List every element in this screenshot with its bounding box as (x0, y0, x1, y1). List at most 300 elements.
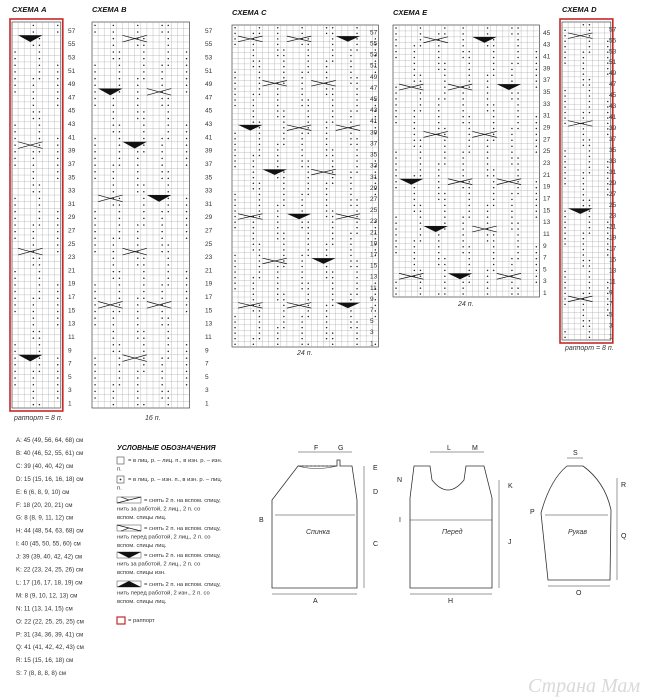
purl-dot (113, 51, 115, 53)
purl-dot (564, 117, 566, 119)
purl-dot (57, 311, 59, 313)
purl-dot (326, 255, 328, 257)
dimension-letter: H (448, 598, 454, 605)
purl-dot (493, 128, 495, 130)
legend-item (117, 497, 221, 521)
legend-item (117, 457, 223, 472)
purl-dot (143, 111, 145, 113)
row-number: 1 (205, 400, 209, 408)
purl-dot (113, 191, 115, 193)
purl-dot (326, 271, 328, 273)
purl-dot (607, 112, 609, 114)
purl-dot (462, 175, 464, 177)
purl-dot (487, 86, 489, 88)
measurement-item: A: 45 (49, 56, 64, 68) см (16, 437, 84, 444)
purl-dot (301, 166, 303, 168)
purl-dot (259, 321, 261, 323)
purl-dot (414, 258, 416, 260)
purl-dot (113, 184, 115, 186)
purl-dot (308, 294, 310, 296)
purl-dot (301, 44, 303, 46)
purl-dot (119, 91, 121, 93)
purl-dot (350, 121, 352, 123)
purl-dot (444, 216, 446, 218)
purl-dot (39, 211, 41, 213)
purl-dot (137, 78, 139, 80)
row-number: 53 (370, 51, 378, 59)
purl-dot (94, 304, 96, 306)
purl-dot (301, 199, 303, 201)
purl-dot (493, 140, 495, 142)
purl-dot (94, 284, 96, 286)
purl-dot (301, 149, 303, 151)
purl-dot (511, 293, 513, 295)
purl-dot (57, 224, 59, 226)
purl-dot (113, 204, 115, 206)
purl-dot (186, 344, 188, 346)
dimension-letter: E (373, 465, 378, 472)
purl-dot (493, 134, 495, 136)
purl-dot (119, 311, 121, 313)
purl-dot (356, 227, 358, 229)
schematic-letters (259, 445, 627, 605)
purl-dot (332, 227, 334, 229)
row-number: 47 (68, 94, 76, 102)
legend-text: п. (117, 485, 122, 492)
legend-item (117, 552, 221, 576)
purl-dot (356, 288, 358, 290)
purl-dot (161, 291, 163, 293)
purl-dot (308, 182, 310, 184)
purl-dot (517, 193, 519, 195)
purl-dot (462, 287, 464, 289)
purl-dot (469, 86, 471, 88)
measurement-item: C: 39 (40, 40, 42) см (16, 462, 74, 470)
purl-dot (444, 205, 446, 207)
purl-dot (186, 151, 188, 153)
purl-dot (259, 138, 261, 140)
purl-dot (356, 271, 358, 273)
purl-dot (119, 138, 121, 140)
purl-dot (253, 121, 255, 123)
purl-dot (39, 331, 41, 333)
purl-dot (356, 232, 358, 234)
purl-dot (517, 287, 519, 289)
purl-dot (462, 216, 464, 218)
purl-dot (444, 27, 446, 29)
purl-dot (332, 116, 334, 118)
purl-dot (444, 140, 446, 142)
measurement-item: G: 8 (8, 9, 11, 12) см (16, 514, 74, 522)
purl-dot (168, 211, 170, 213)
row-number: 37 (609, 135, 617, 143)
purl-dot (277, 49, 279, 51)
purl-dot (462, 228, 464, 230)
purl-dot (14, 384, 16, 386)
purl-dot (326, 338, 328, 340)
purl-dot (462, 39, 464, 41)
purl-dot (438, 258, 440, 260)
purl-dot (589, 287, 591, 289)
purl-dot (350, 244, 352, 246)
purl-dot (469, 193, 471, 195)
purl-dot (564, 51, 566, 53)
repeat-icon (117, 617, 125, 624)
purl-dot (487, 240, 489, 242)
purl-dot (469, 270, 471, 272)
purl-dot (137, 45, 139, 47)
purl-dot (607, 57, 609, 59)
purl-dot (308, 60, 310, 62)
purl-dot (326, 266, 328, 268)
purl-dot (253, 44, 255, 46)
purl-dot (301, 221, 303, 223)
purl-dot (259, 77, 261, 79)
purl-dot (14, 124, 16, 126)
purl-dot (277, 216, 279, 218)
purl-dot (308, 232, 310, 234)
purl-dot (283, 188, 285, 190)
row-number: 51 (370, 62, 378, 70)
purl-dot (511, 151, 513, 153)
measurement-item: L: 17 (16, 17, 18, 19) см (16, 579, 83, 587)
purl-dot (511, 134, 513, 136)
purl-dot (395, 110, 397, 112)
purl-dot (517, 45, 519, 47)
purl-dot (536, 205, 538, 207)
purl-dot (301, 321, 303, 323)
purl-dot (143, 404, 145, 406)
purl-dot (301, 77, 303, 79)
purl-dot (143, 144, 145, 146)
purl-dot (589, 216, 591, 218)
purl-dot (308, 171, 310, 173)
purl-dot (14, 231, 16, 233)
purl-dot (277, 232, 279, 234)
purl-dot (253, 249, 255, 251)
purl-dot (326, 149, 328, 151)
purl-dot (308, 110, 310, 112)
purl-dot (487, 287, 489, 289)
purl-dot (350, 327, 352, 329)
purl-dot (161, 377, 163, 379)
row-number: 49 (205, 81, 213, 89)
purl-dot (168, 118, 170, 120)
purl-dot (113, 324, 115, 326)
purl-dot (375, 38, 377, 40)
purl-dot (277, 110, 279, 112)
purl-dot (469, 264, 471, 266)
purl-dot (350, 316, 352, 318)
purl-dot (301, 88, 303, 90)
purl-dot (14, 364, 16, 366)
scheme-3 (232, 8, 378, 357)
purl-dot (462, 187, 464, 189)
row-number: 21 (370, 229, 378, 237)
dimension-letter: J (508, 539, 512, 546)
purl-dot (438, 193, 440, 195)
purl-dot (277, 205, 279, 207)
purl-dot (33, 377, 35, 379)
legend (117, 445, 223, 624)
purl-dot (253, 177, 255, 179)
purl-dot (420, 175, 422, 177)
purl-dot (94, 324, 96, 326)
purl-dot (33, 371, 35, 373)
purl-dot (161, 311, 163, 313)
purl-dot (14, 131, 16, 133)
purl-dot (137, 31, 139, 32)
purl-dot (564, 101, 566, 103)
purl-dot (39, 351, 41, 353)
purl-dot (375, 238, 377, 240)
purl-dot (143, 271, 145, 273)
purl-dot (259, 149, 261, 151)
purl-dot (487, 281, 489, 283)
row-number: 17 (609, 245, 617, 253)
purl-dot (33, 264, 35, 266)
purl-dot (283, 260, 285, 262)
purl-dot (564, 216, 566, 218)
legend-text: нить за работой, 2 лиц., 2 п. со (117, 561, 201, 568)
purl-dot (94, 211, 96, 213)
purl-dot (326, 316, 328, 318)
row-number: 35 (543, 89, 551, 97)
purl-dot (375, 105, 377, 107)
purl-dot (536, 86, 538, 88)
purl-dot (517, 163, 519, 165)
purl-dot (301, 282, 303, 284)
purl-dot (356, 33, 358, 35)
purl-dot (277, 55, 279, 57)
row-number: 35 (205, 174, 213, 182)
row-number: 57 (370, 29, 378, 37)
row-number: 57 (205, 27, 213, 35)
purl-dot (438, 45, 440, 47)
purl-dot (234, 44, 236, 46)
row-number: 49 (370, 73, 378, 81)
purl-dot (395, 293, 397, 295)
purl-dot (395, 169, 397, 171)
purl-dot (137, 317, 139, 319)
purl-dot (253, 55, 255, 57)
purl-dot (444, 157, 446, 159)
purl-dot (517, 33, 519, 35)
purl-dot (332, 244, 334, 246)
purl-dot (395, 175, 397, 177)
purl-dot (487, 27, 489, 29)
purl-dot (57, 84, 59, 86)
purl-dot (168, 324, 170, 326)
purl-dot (283, 266, 285, 268)
purl-dot (469, 246, 471, 248)
purl-dot (583, 205, 585, 207)
purl-dot (395, 98, 397, 100)
purl-dot (161, 284, 163, 286)
row-number: 15 (68, 307, 76, 315)
purl-dot (375, 116, 377, 118)
row-number: 3 (609, 322, 613, 330)
row-number: 33 (543, 100, 551, 108)
purl-dot (583, 265, 585, 267)
purl-dot (420, 222, 422, 224)
purl-dot (583, 79, 585, 81)
purl-dot (253, 227, 255, 229)
purl-dot (583, 249, 585, 251)
row-number: 17 (205, 294, 213, 302)
purl-dot (119, 297, 121, 299)
purl-dot (308, 55, 310, 57)
purl-dot (308, 133, 310, 135)
purl-dot (517, 157, 519, 159)
purl-dot (301, 99, 303, 101)
purl-dot (259, 188, 261, 190)
purl-dot (119, 51, 121, 53)
purl-dot (94, 104, 96, 106)
purl-dot (113, 384, 115, 386)
purl-dot (57, 25, 59, 27)
row-number: 13 (370, 273, 378, 281)
purl-dot (420, 228, 422, 230)
row-number: 15 (543, 207, 551, 215)
purl-dot (283, 177, 285, 179)
purl-dot (332, 99, 334, 101)
purl-dot (564, 167, 566, 169)
purl-dot (487, 270, 489, 272)
purl-dot (487, 157, 489, 159)
purl-dot (326, 88, 328, 90)
purl-dot (33, 151, 35, 153)
purl-dot (94, 377, 96, 379)
purl-dot (444, 80, 446, 82)
purl-dot (94, 371, 96, 373)
purl-dot (283, 121, 285, 123)
purl-dot (14, 271, 16, 273)
row-number: 43 (543, 41, 551, 49)
row-number: 13 (68, 320, 76, 328)
scheme-title: СХЕМА B (92, 5, 127, 14)
purl-dot (308, 177, 310, 179)
purl-dot (589, 320, 591, 322)
row-number: 29 (370, 184, 378, 192)
purl-dot (375, 182, 377, 184)
purl-dot (259, 266, 261, 268)
purl-dot (564, 106, 566, 108)
purl-dot (14, 158, 16, 160)
purl-dot (493, 69, 495, 71)
purl-dot (277, 144, 279, 146)
purl-dot (14, 304, 16, 306)
purl-dot (583, 117, 585, 119)
purl-dot (469, 122, 471, 124)
purl-dot (469, 51, 471, 53)
purl-dot (536, 187, 538, 189)
purl-dot (283, 55, 285, 57)
row-number: 31 (205, 200, 213, 208)
purl-dot (375, 127, 377, 129)
purl-dot (517, 110, 519, 112)
purl-dot (414, 51, 416, 53)
purl-dot (444, 69, 446, 71)
purl-dot (375, 227, 377, 229)
purl-dot (168, 198, 170, 200)
purl-dot (493, 199, 495, 201)
purl-dot (301, 83, 303, 85)
purl-dot (283, 71, 285, 73)
purl-dot (583, 62, 585, 64)
legend-text: = снять 2 п. на вспом. спицу, (144, 553, 221, 559)
purl-dot (444, 258, 446, 260)
purl-dot (589, 35, 591, 37)
purl-dot (14, 357, 16, 359)
purl-dot (113, 331, 115, 333)
purl-dot (487, 151, 489, 153)
measurement-item: R: 15 (15, 16, 18) см (16, 657, 74, 665)
purl-dot (113, 271, 115, 273)
purl-dot (119, 131, 121, 133)
purl-dot (277, 338, 279, 340)
purl-dot (438, 240, 440, 242)
purl-dot (234, 155, 236, 157)
purl-dot (583, 145, 585, 147)
purl-dot (469, 75, 471, 77)
purl-dot (186, 138, 188, 140)
purl-dot (137, 371, 139, 373)
purl-dot (94, 98, 96, 100)
purl-dot (33, 84, 35, 86)
purl-dot (438, 98, 440, 100)
purl-dot (168, 111, 170, 113)
purl-dot (350, 255, 352, 257)
purl-dot (259, 71, 261, 73)
purl-dot (493, 39, 495, 41)
purl-dot (583, 194, 585, 196)
purl-dot (375, 282, 377, 284)
purl-dot (589, 161, 591, 163)
purl-dot (39, 224, 41, 226)
row-number: 25 (543, 148, 551, 156)
row-number: 13 (543, 219, 551, 227)
purl-dot (39, 144, 41, 146)
purl-dot (444, 199, 446, 201)
row-number: 47 (370, 84, 378, 92)
purl-dot (94, 25, 96, 27)
legend-text: вспом. спицы лиц. (117, 542, 167, 549)
purl-dot (168, 38, 170, 40)
row-number: 9 (68, 347, 72, 355)
purl-dot (143, 204, 145, 206)
purl-dot (583, 293, 585, 295)
purl-dot (168, 351, 170, 353)
purl-dot (283, 232, 285, 234)
purl-dot (607, 232, 609, 234)
purl-dot (33, 224, 35, 226)
purl-dot (161, 251, 163, 253)
purl-dot (511, 27, 513, 29)
row-number: 5 (205, 373, 209, 381)
purl-dot (356, 343, 358, 345)
purl-dot (308, 99, 310, 101)
purl-dot (186, 351, 188, 353)
purl-dot (469, 252, 471, 254)
purl-dot (301, 271, 303, 273)
dimension-letter: N (397, 477, 403, 484)
purl-dot (186, 377, 188, 379)
purl-dot (14, 238, 16, 240)
scheme-4 (393, 8, 551, 308)
purl-dot (277, 166, 279, 168)
purl-dot (119, 277, 121, 279)
